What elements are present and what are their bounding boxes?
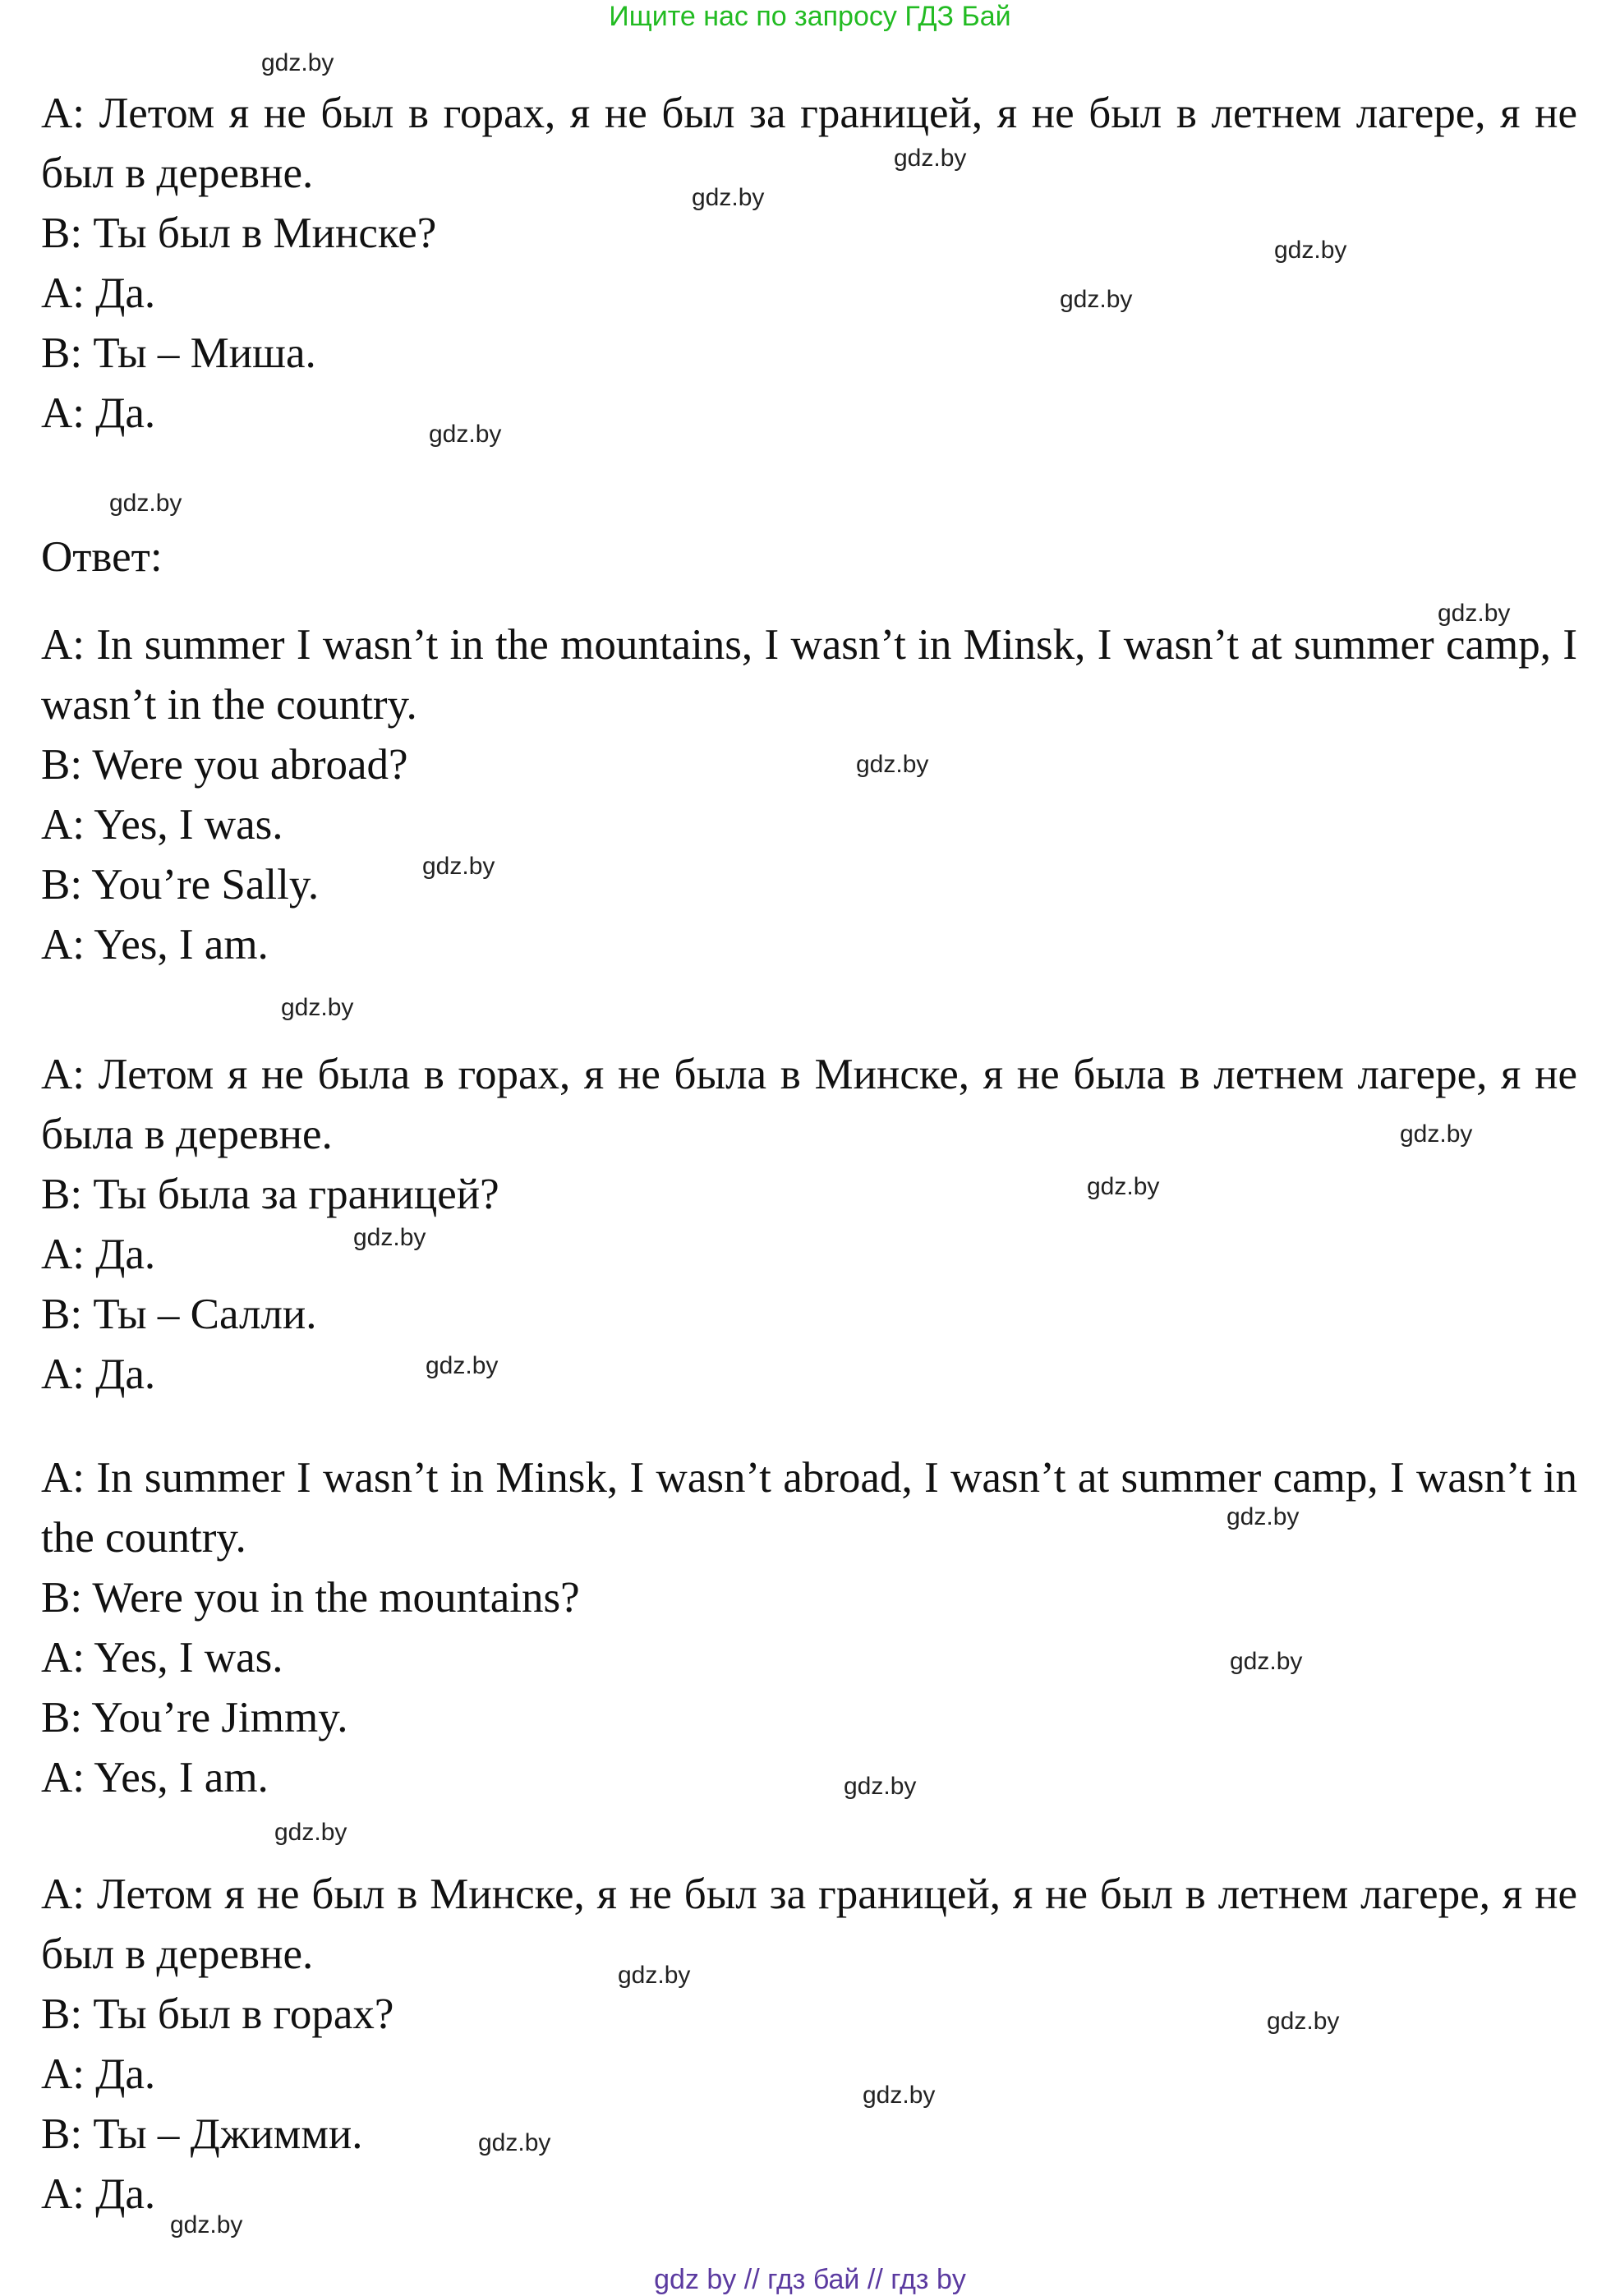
watermark: gdz.by (353, 1224, 426, 1251)
dialogue-line: A: Да. (41, 2170, 156, 2218)
dialogue-line: A: Да. (41, 2050, 156, 2098)
watermark: gdz.by (692, 184, 765, 211)
watermark: gdz.by (856, 751, 929, 778)
dialogue-intro: A: In summer I wasn’t in Minsk, I wasn’t abroad, I wasn’t at summer camp, I wasn’t in the country. (41, 1454, 1577, 1562)
watermark: gdz.by (1438, 600, 1511, 627)
dialogue-intro: A: Летом я не была в горах, я не была в Минске, я не была в летнем лагере, я не была в деревне. (41, 1051, 1577, 1158)
watermark: gdz.by (1400, 1120, 1473, 1148)
answer-dialogue-1 (41, 615, 1577, 975)
watermark: gdz.by (170, 2211, 243, 2238)
dialogue-line: B: Ты был в Минске? (41, 209, 437, 257)
dialogue-line: B: Ты – Салли. (41, 1291, 317, 1338)
dialogue-line: B: You’re Sally. (41, 861, 320, 909)
watermark: gdz.by (1087, 1173, 1160, 1200)
dialogue-line: A: Yes, I am. (41, 1754, 269, 1801)
answer-dialogue-3 (41, 1448, 1577, 1808)
dialogue-intro: A: Летом я не был в Минске, я не был за границей, я не был в летнем лагере, я не был в деревне. (41, 1870, 1577, 1978)
dialogue-line: A: Yes, I am. (41, 921, 269, 969)
header-banner[interactable]: Ищите нас по запросу ГДЗ Бай (609, 1, 1011, 32)
watermark: gdz.by (1060, 286, 1133, 313)
watermark: gdz.by (1274, 237, 1347, 264)
watermark: gdz.by (478, 2129, 551, 2156)
watermark: gdz.by (1227, 1503, 1300, 1530)
dialogue-line: A: Yes, I was. (41, 1634, 283, 1682)
watermark: gdz.by (1267, 2008, 1340, 2035)
dialogue-intro: A: Летом я не был в горах, я не был за границей, я не был в летнем лагере, я не был в деревне. (41, 90, 1577, 197)
dialogue-line: B: Ты – Миша. (41, 329, 316, 377)
watermark: gdz.by (429, 421, 502, 448)
dialogue-line: A: Yes, I was. (41, 801, 283, 849)
dialogue-line: B: Ты – Джимми. (41, 2110, 363, 2158)
watermark: gdz.by (618, 1962, 691, 1989)
answer-label: Ответ: (41, 533, 163, 581)
dialogue-line: B: You’re Jimmy. (41, 1694, 348, 1742)
dialogue-line: A: Да. (41, 269, 156, 317)
watermark: gdz.by (863, 2082, 936, 2109)
watermark: gdz.by (281, 994, 354, 1021)
watermark: gdz.by (894, 145, 967, 172)
top-dialogue (41, 84, 1577, 444)
watermark: gdz.by (1230, 1648, 1303, 1675)
watermark: gdz.by (422, 853, 495, 880)
answer-dialogue-4 (41, 1865, 1577, 2225)
footer-links[interactable]: gdz by // гдз бай // гдз by (654, 2264, 966, 2295)
answer-dialogue-2 (41, 1045, 1577, 1405)
dialogue-line: B: Were you in the mountains? (41, 1574, 580, 1622)
dialogue-line: B: Ты был в горах? (41, 1990, 394, 2038)
dialogue-line: A: Да. (41, 389, 156, 437)
watermark: gdz.by (274, 1819, 347, 1846)
watermark: gdz.by (426, 1352, 499, 1379)
dialogue-line: B: Were you abroad? (41, 741, 408, 789)
dialogue-intro: A: In summer I wasn’t in the mountains, I wasn’t in Minsk, I wasn’t at summer camp, I wasn’t in the country. (41, 621, 1577, 729)
watermark: gdz.by (261, 49, 334, 76)
dialogue-line: A: Да. (41, 1231, 156, 1278)
watermark: gdz.by (109, 490, 182, 517)
watermark: gdz.by (844, 1773, 917, 1800)
dialogue-line: A: Да. (41, 1350, 156, 1398)
dialogue-line: B: Ты была за границей? (41, 1171, 499, 1218)
